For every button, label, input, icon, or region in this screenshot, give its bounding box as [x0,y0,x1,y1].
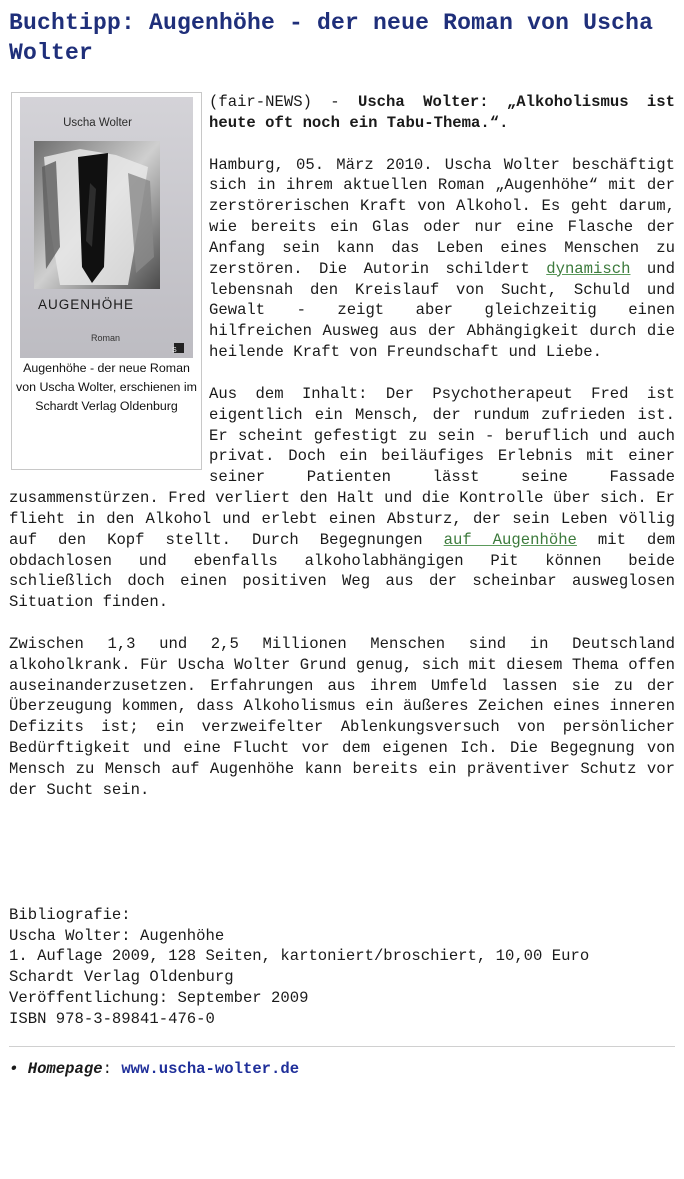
homepage-link[interactable]: www.uscha-wolter.de [121,1059,300,1078]
article-body [9,92,675,1080]
link-dynamisch[interactable]: dynamisch [546,259,631,278]
bibliography-line: Uscha Wolter: Augenhöhe [9,926,225,945]
link-auf-augenhoehe[interactable]: auf Augenhöhe [443,530,577,549]
figure-caption: Augenhöhe - der neue Roman von Uscha Wolter, erschienen im Schardt Verlag Oldenburg [16,361,197,413]
divider [9,1046,675,1047]
cover-author-text: Uscha Wolter [63,117,132,129]
paragraph-1-text-b: und lebensnah den Kreislauf von Sucht, Schuld und Gewalt - zeigt aber gleichzeitig einen hilfreichen Ausweg aus der Abhängigkeit durch die heilende Kraft von Freundschaft und Liebe. [209,259,676,362]
bibliography-line: 1. Auflage 2009, 128 Seiten, kartoniert/broschiert, 10,00 Euro [9,947,590,966]
paragraph-3: Zwischen 1,3 und 2,5 Millionen Menschen sind in Deutschland alkoholkrank. Für Uscha Wolter Grund genug, sich mit diesem Thema offen auseinanderzusetzen. Erfahrungen aus ihrem Umfeld lassen sie zu der Überzeugung kommen, dass Alkoholismus ein äußeres Zeichen eines inneren Defizits ist; ein verzweifelter Ablenkungsversuch von persönlicher Bedürftigkeit und eine Flucht vor dem eigenen Ich. Die Begegnung von Mensch zu Mensch auf Augenhöhe kann bereits ein präventiver Schutz vor der Sucht sein. [9,634,675,799]
book-cover-image[interactable] [20,97,193,358]
bullet-icon: • [9,1059,19,1078]
cover-title-text: AUGENHÖHE [38,297,135,312]
cover-subtitle-text: Roman [91,333,121,343]
homepage-colon: : [102,1059,122,1078]
bibliography-line: Schardt Verlag Oldenburg [9,968,234,987]
page-title: Buchtipp: Augenhöhe - der neue Roman von Uscha Wolter [9,10,654,66]
article [9,8,675,1080]
paragraph-1-text-a: Hamburg, 05. März 2010. Uscha Wolter beschäftigt sich in ihrem aktuellen Roman „Augenhöhe“ mit der zerstörerischen Kraft von Alkohol. Es geht darum, wie bereits ein Glas oder nur eine Flasche der Anfang sein kann das Leben eines Menschen zu zerstören. Die Autorin schildert [209,155,675,278]
cover-artwork [20,97,193,358]
book-figure [11,92,202,470]
bibliography [9,905,675,1030]
homepage-line [9,1059,675,1080]
paragraph-2-text-a: Aus dem Inhalt: Der Psychotherapeut Fred ist eigentlich ein Mensch, der rundum zufrieden ist. Er scheint gefestigt zu sein - beruflich und auch privat. Doch ein beiläufiges Erlebnis mit einer seiner Patienten lässt seine Fassade zusammenstürzen. Fred verliert den Halt und die Kontrolle über sich. Er flieht in den Alkohol und erlebt einen Absturz, der sein Leben völlig auf den Kopf stellt. Durch Begegnungen [9,384,675,549]
bibliography-heading: Bibliografie: [9,905,131,924]
homepage-label: Homepage [27,1059,103,1078]
bibliography-line: ISBN 978-3-89841-476-0 [9,1009,215,1028]
lead-text: Uscha Wolter: „Alkoholismus ist heute oft noch ein Tabu-Thema.“. [209,93,675,132]
svg-text:S: S [172,347,177,354]
news-source: (fair-NEWS) - [209,93,358,111]
paragraph-2-text-b: mit dem obdachlosen und ebenfalls alkoholabhängigen Pit können beide schließlich doch einen positiven Weg aus der scheinbar ausweglosen Situation finden. [9,530,675,612]
bibliography-line: Veröffentlichung: September 2009 [9,989,309,1008]
